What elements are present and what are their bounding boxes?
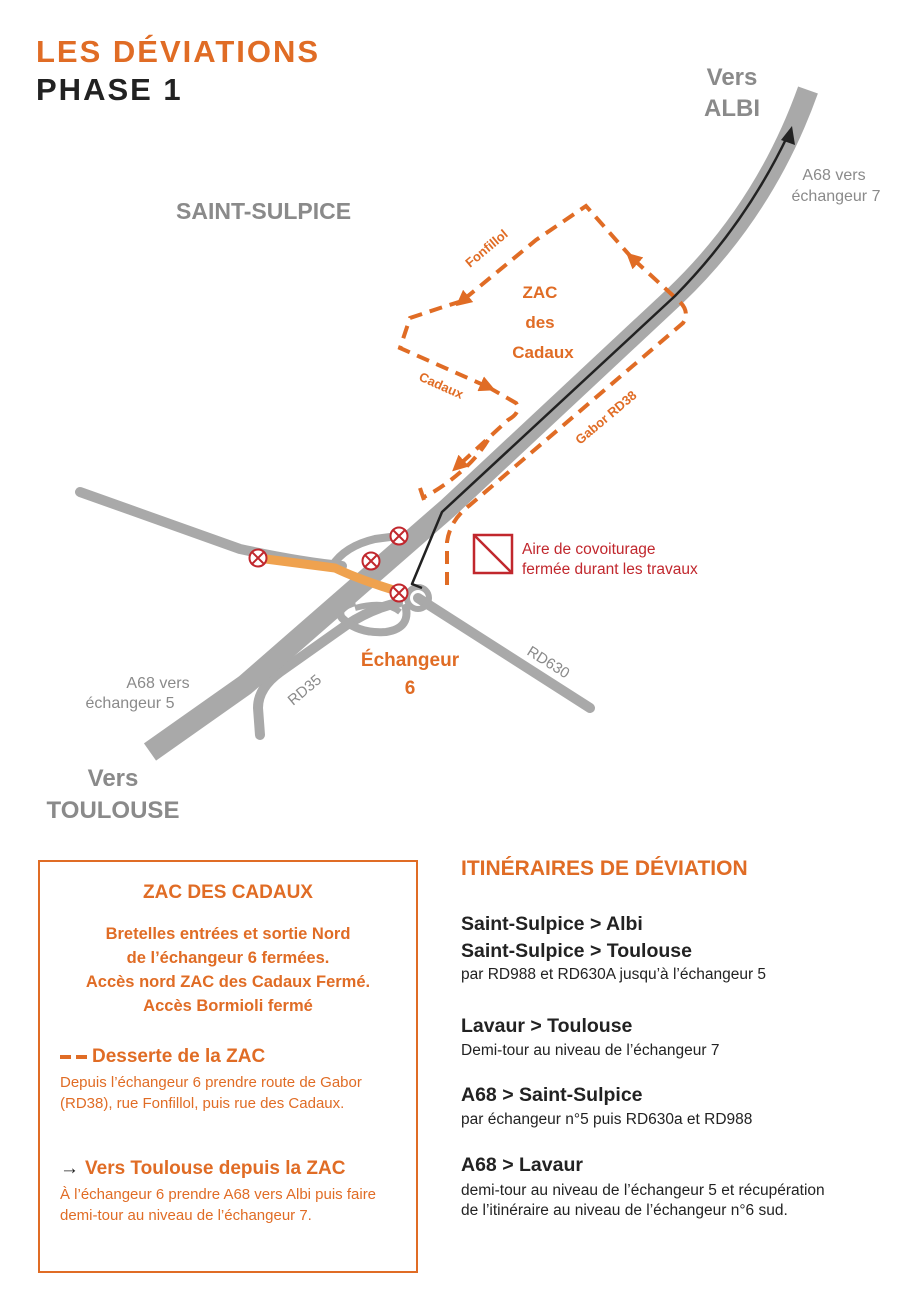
toulouse-heading <box>60 1158 345 1180</box>
itinerary-heading: Saint-Sulpice > Albi <box>461 913 643 935</box>
desserte-heading <box>60 1046 265 1068</box>
closed-marker <box>391 528 408 545</box>
label-rd630: RD630 <box>523 642 573 683</box>
dashed-line-icon <box>60 1055 71 1059</box>
zac-closure-notice <box>50 922 406 1018</box>
label-zac: ZAC <box>522 283 558 302</box>
label-echangeur: Échangeur <box>360 650 460 671</box>
zac-info-box <box>38 860 418 1273</box>
itinerary-text: par échangeur n°5 puis RD630a et RD988 <box>461 1111 753 1128</box>
closed-marker <box>391 585 408 602</box>
desserte-title: Desserte de la ZAC <box>92 1046 266 1067</box>
label-vers-toulouse: Vers <box>87 765 139 792</box>
dashed-line-icon <box>76 1055 87 1059</box>
label-gabor-rd38: Gabor RD38 <box>572 387 640 448</box>
label-a68-ech5: A68 vers <box>126 675 190 692</box>
notice-line: Accès Bormioli fermé <box>143 997 313 1015</box>
itinerary-text: par RD988 et RD630A jusqu’à l’échangeur 5 <box>461 966 767 983</box>
road-a68 <box>150 90 808 752</box>
zac-access-route-cadaux <box>400 301 488 387</box>
toulouse-text: À l’échangeur 6 prendre A68 vers Albi puis faire demi-tour au niveau de l’échangeur 7. <box>60 1186 377 1224</box>
label-zac-des: des <box>525 313 555 332</box>
toulouse-title: Vers Toulouse depuis la ZAC <box>85 1158 346 1179</box>
label-vers-albi: Vers <box>706 64 758 91</box>
label-cadaux: Cadaux <box>416 369 466 402</box>
itinerary-text: Demi-tour au niveau de l’échangeur 7 <box>461 1042 720 1059</box>
notice-line: de l’échangeur 6 fermées. <box>126 949 330 967</box>
label-a68-ech5-line2: échangeur 5 <box>85 695 175 712</box>
label-zac-cadaux: Cadaux <box>512 343 574 362</box>
itinerary-heading: A68 > Saint-Sulpice <box>461 1084 643 1106</box>
notice-line: Accès nord ZAC des Cadaux Fermé. <box>85 973 371 991</box>
itinerary-text: demi-tour au niveau de l’échangeur 5 et récupération <box>461 1182 825 1199</box>
label-rd35: RD35 <box>284 671 325 710</box>
itinerary-heading: Saint-Sulpice > Toulouse <box>461 940 692 962</box>
page-subtitle: PHASE 1 <box>36 72 183 107</box>
itinerary-heading: A68 > Lavaur <box>461 1154 583 1176</box>
itineraries-title: ITINÉRAIRES DE DÉVIATION <box>461 857 748 880</box>
itinerary-heading: Lavaur > Toulouse <box>461 1015 633 1037</box>
zac-box-title: ZAC DES CADAUX <box>143 882 313 903</box>
closed-carpool-icon <box>474 535 512 573</box>
label-fonfillol: Fonfillol <box>462 226 511 271</box>
label-saint-sulpice: SAINT-SULPICE <box>176 198 352 224</box>
label-a68-ech7: A68 vers <box>802 167 866 184</box>
label-aire-fermee: fermée durant les travaux <box>522 561 698 578</box>
page-title: LES DÉVIATIONS <box>36 34 321 69</box>
itinerary-text: de l’itinéraire au niveau de l’échangeur n°6 sud. <box>461 1202 788 1219</box>
label-albi: ALBI <box>704 95 760 122</box>
label-aire-covoiturage: Aire de covoiturage <box>522 541 656 558</box>
closed-marker <box>363 553 380 570</box>
notice-line: Bretelles entrées et sortie Nord <box>105 925 351 943</box>
road-rd988-west <box>80 492 342 566</box>
label-toulouse: TOULOUSE <box>46 797 180 824</box>
desserte-text: Depuis l’échangeur 6 prendre route de Gabor (RD38), rue Fonfillol, puis rue des Cadaux. <box>60 1074 362 1112</box>
route-end-bar <box>420 488 424 500</box>
arrow-right-icon: → <box>60 1158 79 1179</box>
label-echangeur-number: 6 <box>404 678 416 699</box>
label-a68-ech7-line2: échangeur 7 <box>791 188 881 205</box>
closed-marker <box>250 550 267 567</box>
